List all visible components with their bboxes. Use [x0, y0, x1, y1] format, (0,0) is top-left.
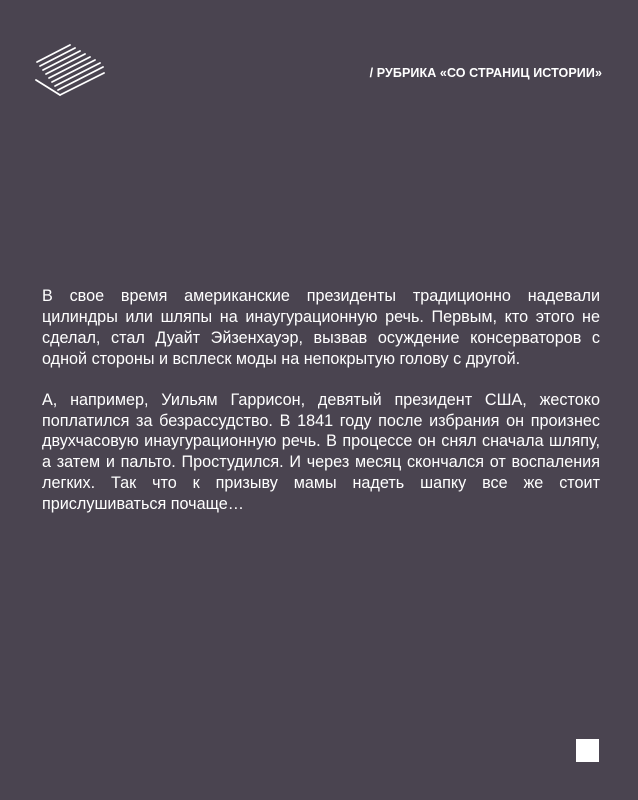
article-paragraph: В свое время американские президенты традиционно надевали цилиндры или шляпы на инаугурационную речь. Первым, кто этого не сделал, стал Дуайт Эйзенхауэр, вызвав осуждение консерваторов с одной стороны и всплеск моды на непокрытую голову с другой. — [42, 287, 600, 368]
rubric-label: / РУБРИКА «СО СТРАНИЦ ИСТОРИИ» — [369, 66, 602, 80]
striped-stack-logo-icon — [34, 40, 106, 100]
article-body — [42, 286, 600, 515]
white-square-icon — [576, 739, 599, 762]
article-paragraph: А, например, Уильям Гаррисон, девятый президент США, жестоко поплатился за безрассудство. В 1841 году после избрания он произнес двухчасовую инаугурационную речь. В процессе он снял сначала шляпу, а затем и пальто. Простудился. И через месяц скончался от воспаления легких. Так что к призыву мамы надеть шапку все же стоит прислушиваться почаще… — [42, 390, 600, 514]
